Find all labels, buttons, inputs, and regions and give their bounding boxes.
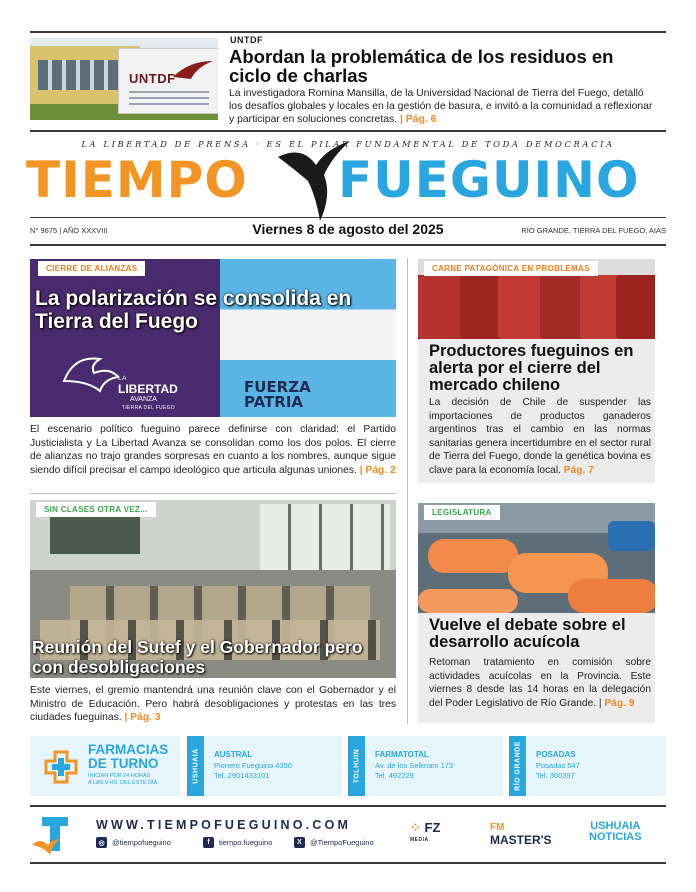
tf-logo-icon bbox=[30, 815, 70, 857]
pharmacy-address: Pionero Fueguino 4350 bbox=[214, 761, 292, 770]
facebook-icon: f bbox=[203, 837, 214, 848]
pharmacy-city-tab: RÍO GRANDE bbox=[509, 736, 526, 796]
fz-dots-icon: ⁘ bbox=[410, 820, 425, 835]
pharmacy-name: FARMATOTAL bbox=[375, 750, 429, 759]
pharmacy-phone: Tel. 2901433101 bbox=[214, 771, 270, 780]
teaser-body: La investigadora Romina Mansilla, de la Universidad Nacional de Tierra del Fuego, detalló los desafíos globales y locales en la gestión de basura, e invitó a la comunidad a reflexionar y participar en soluciones concretas. | Pág. 6 bbox=[229, 88, 653, 125]
pharmacy-rio-grande bbox=[509, 736, 666, 796]
facebook-link[interactable]: f tiempo.fueguino bbox=[203, 837, 272, 848]
pharmacies-panel bbox=[30, 736, 666, 796]
lead-kicker: CIERRE DE ALIANZAS bbox=[38, 261, 145, 276]
salmon-headline[interactable]: Vuelve el debate sobre el desarrollo acuícola bbox=[429, 616, 626, 651]
place-line: RÍO GRANDE, TIERRA DEL FUEGO, AIAS bbox=[521, 226, 666, 235]
top-rule bbox=[30, 31, 666, 33]
school-kicker: SIN CLASES OTRA VEZ... bbox=[36, 502, 156, 517]
lla-logo-libertad: LIBERTAD bbox=[118, 382, 178, 396]
pharmacy-address: Av. de los Selknam 173 bbox=[375, 761, 454, 770]
lead-image bbox=[30, 259, 396, 417]
pharmacy-city-tab: TOLHUIN bbox=[348, 736, 365, 796]
bird-logo-icon bbox=[171, 59, 215, 81]
masthead-rule-top bbox=[30, 130, 666, 132]
teaser-photo bbox=[30, 38, 218, 120]
lla-logo-la: LA bbox=[118, 375, 127, 382]
page-ref: | Pág. 2 bbox=[359, 464, 396, 476]
column-divider bbox=[407, 258, 408, 724]
instagram-icon: ◎ bbox=[96, 837, 107, 848]
lla-logo-tdf: TIERRA DEL FUEGO bbox=[122, 405, 175, 411]
x-icon: X bbox=[294, 837, 305, 848]
pharmacy-cross-icon bbox=[44, 750, 78, 784]
fuerza-patria-logo: FUERZA PATRIA bbox=[244, 378, 311, 411]
pharmacy-phone: Tel. 300397 bbox=[536, 771, 575, 780]
page-ref: Pág. 7 bbox=[563, 464, 594, 476]
pharmacy-name: AUSTRAL bbox=[214, 750, 253, 759]
story-divider bbox=[30, 493, 396, 494]
beef-body: La decisión de Chile de suspender las importaciones de productos ganaderos argentinos tras el cambio en las normas sanitarias genera incertidumbre en el sector rural de Tierra del Fuego, donde la genética bovina es clave para la economía local. Pág. 7 bbox=[429, 397, 651, 476]
teaser-kicker: UNTDF bbox=[230, 35, 263, 45]
pharmacy-city-tab: USHUAIA bbox=[187, 736, 204, 796]
masthead-name-left: TIEMPO bbox=[26, 151, 248, 209]
lead-headline[interactable]: La polarización se consolida en Tierra del Fuego bbox=[35, 287, 352, 333]
site-url-link[interactable]: WWW.TIEMPOFUEGUINO.COM bbox=[96, 818, 352, 832]
school-body: Este viernes, el gremio mantendrá una reunión clave con el Gobernador y el Ministro de Educación. Pero habrá desobligaciones y protestas en las tres ciudades fueguinas. | Pág. 3 bbox=[30, 685, 396, 723]
fm-masters-logo[interactable]: FM MASTER'S bbox=[490, 822, 552, 847]
masthead-tagline: LA LIBERTAD DE PRENSA · ES EL PILAR FUNDAMENTAL DE TODA DEMOCRACIA bbox=[81, 139, 615, 149]
beef-kicker: CARNE PATAGÓNICA EN PROBLEMAS bbox=[424, 261, 598, 276]
lead-body: El escenario político fueguino parece definirse con claridad: el Partido Justicialista y La Libertad Avanza se consolidan como los dos polos. El cierre de alianzas no trajo grandes sorpresas en cuanto a los nombres, aunque sigue siendo difícil precisar el campo ideológico que articula algunas uniones. | Pág. 2 bbox=[30, 424, 396, 476]
masthead-name-right: FUEGUINO bbox=[338, 151, 640, 209]
lla-logo-avanza: AVANZA bbox=[130, 396, 157, 403]
pharmacy-name: POSADAS bbox=[536, 750, 576, 759]
pharmacies-header bbox=[30, 736, 180, 796]
fz-media-logo[interactable]: ⁘ FZ MEDIA bbox=[410, 820, 441, 843]
issue-number: N° 9675 | AÑO XXXVIII bbox=[30, 226, 108, 235]
page-ref: | Pág. 3 bbox=[124, 712, 161, 723]
footer-rule-top bbox=[30, 805, 666, 807]
untdf-sign bbox=[118, 48, 218, 114]
sign-text: UNTDF bbox=[129, 71, 176, 86]
salmon-body: Retoman tratamiento en comisión sobre actividades acuícolas en la Provincia. Este viernes 8 desde las 14 horas en la delegación del Poder Legislativo de Río Grande. | Pág. 9 bbox=[429, 657, 651, 709]
beef-headline[interactable]: Productores fueguinos en alerta por el cierre del mercado chileno bbox=[429, 342, 634, 394]
pharmacy-ushuaia bbox=[187, 736, 342, 796]
pharmacies-subtitle: INICIAN POR 24 HORAS A LAS 9 HS. DEL ESTE DÍA. bbox=[88, 773, 159, 786]
dateline-rule-bottom bbox=[30, 244, 666, 246]
pharmacies-title: FARMACIAS DE TURNO bbox=[88, 742, 169, 771]
pharmacy-phone: Tel. 492229 bbox=[375, 771, 414, 780]
salmon-kicker: LEGISLATURA bbox=[424, 505, 500, 520]
page-ref: | Pág. 6 bbox=[399, 114, 437, 125]
school-headline[interactable]: Reunión del Sutef y el Gobernador pero con desobligaciones bbox=[32, 637, 363, 677]
pharmacy-tolhuin bbox=[348, 736, 503, 796]
x-link[interactable]: X @TiempoFueguino bbox=[294, 837, 374, 848]
pharmacy-address: Posadas 547 bbox=[536, 761, 580, 770]
dateline: Viernes 8 de agosto del 2025 bbox=[252, 221, 444, 237]
page-ref: Pág. 9 bbox=[604, 697, 635, 709]
instagram-link[interactable]: ◎ @tiempofueguino bbox=[96, 837, 171, 848]
teaser-headline[interactable]: Abordan la problemática de los residuos en ciclo de charlas bbox=[229, 46, 614, 86]
ushuaia-noticias-logo[interactable]: USHUAIA NOTICIAS bbox=[589, 820, 642, 843]
footer-rule-bottom bbox=[30, 862, 666, 864]
